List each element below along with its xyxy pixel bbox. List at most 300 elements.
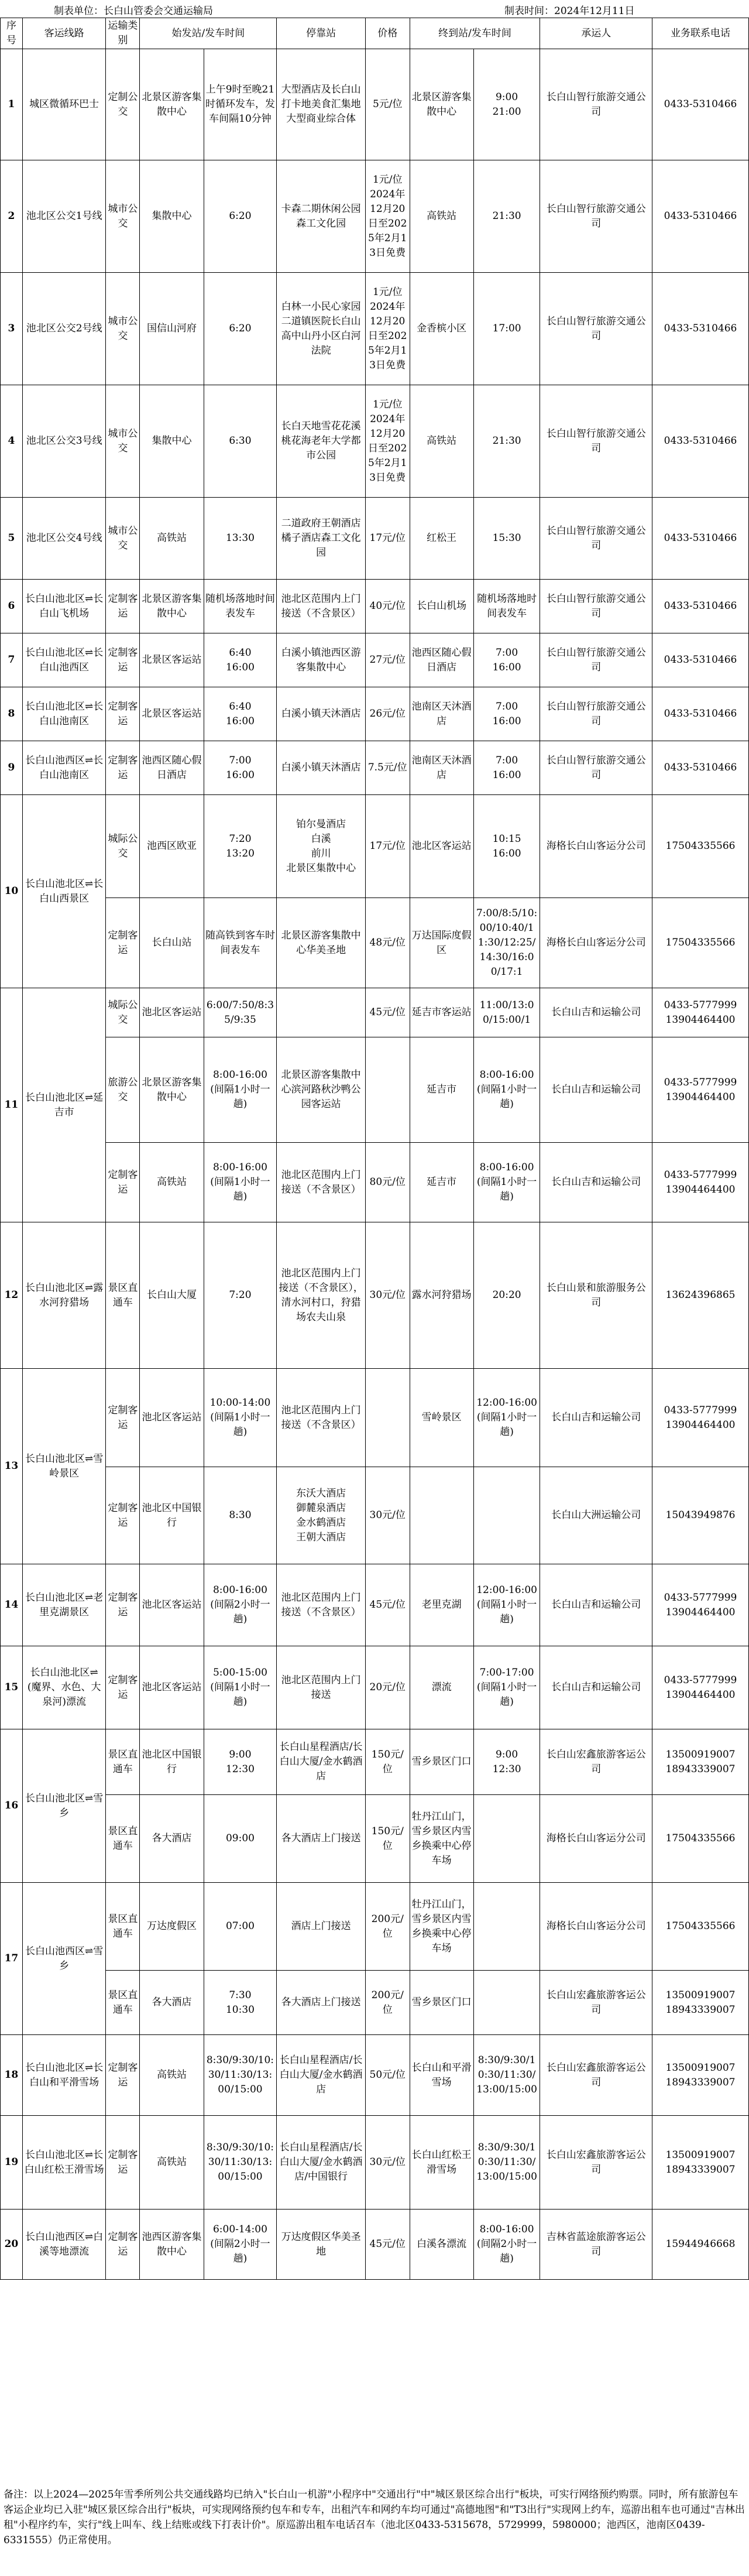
start-station: 国信山河府 [140, 273, 204, 385]
price: 26元/位 [365, 687, 410, 741]
start-station: 池西区游客集散中心 [140, 2210, 204, 2280]
carrier: 海格长白山客运分公司 [540, 898, 652, 988]
row-number: 11 [1, 988, 23, 1222]
price: 40元/位 [365, 580, 410, 633]
table-row [1, 1467, 749, 1564]
row-number: 16 [1, 1729, 23, 1883]
stops: 铂尔曼酒店 白溪 前川 北景区集散中心 [277, 795, 366, 898]
phone: 0433-5777999 13904464400 [652, 1037, 749, 1143]
table-row [1, 898, 749, 988]
start-station: 集散中心 [140, 160, 204, 273]
start-time: 6:30 [204, 385, 277, 498]
start-station: 池北区客运站 [140, 1564, 204, 1646]
price: 5元/位 [365, 49, 410, 160]
unit-label: 制表单位：长白山管委会交通运输局 [54, 5, 213, 17]
end-time: 9:00 21:00 [473, 49, 540, 160]
stops: 池北区范围内上门接送（不含景区），清水河村口，狩猎场农夫山泉 [277, 1222, 366, 1369]
price: 45元/位 [365, 1564, 410, 1646]
carrier: 长白山大洲运输公司 [540, 1467, 652, 1564]
route-name: 长白山池北区⇌长白山红松王滑雪场 [22, 2116, 106, 2210]
carrier: 长白山智行旅游交通公司 [540, 273, 652, 385]
end-time: 15:30 [473, 498, 540, 580]
date-label: 制表时间：2024年12月11日 [504, 5, 635, 17]
end-time [473, 1971, 540, 2035]
start-station: 池北区中国银行 [140, 1729, 204, 1795]
end-station: 高铁站 [410, 385, 473, 498]
end-station: 露水河狩猎场 [410, 1222, 473, 1369]
table-row [1, 1795, 749, 1883]
table-row [1, 160, 749, 273]
stops: 大型酒店及长白山打卡地美食汇集地大型商业综合体 [277, 49, 366, 160]
transport-category: 定制客运 [106, 1369, 140, 1467]
phone: 0433-5777999 13904464400 [652, 1369, 749, 1467]
transport-category: 定制客运 [106, 633, 140, 687]
row-number: 20 [1, 2210, 23, 2280]
end-station: 延吉市 [410, 1037, 473, 1143]
table-row [1, 1369, 749, 1467]
end-station: 延吉市 [410, 1143, 473, 1222]
transport-category: 城市公交 [106, 273, 140, 385]
transport-category: 城际公交 [106, 795, 140, 898]
stops: 酒店上门接送 [277, 1883, 366, 1971]
start-station: 池西区随心假日酒店 [140, 741, 204, 795]
start-time: 7:30 10:30 [204, 1971, 277, 2035]
route-name: 长白山池北区⇌长白山飞机场 [22, 580, 106, 633]
end-station: 长白山机场 [410, 580, 473, 633]
route-name: 长白山池北区⇌长白山池西区 [22, 633, 106, 687]
column-header: 运输类别 [106, 18, 140, 49]
phone: 0433-5310466 [652, 273, 749, 385]
transport-category: 定制客运 [106, 1646, 140, 1729]
carrier: 长白山宏鑫旅游客运公司 [540, 2116, 652, 2210]
footnote: 备注：以上2024—2025年雪季所列公共交通线路均已纳入"长白山一机游"小程序中"交通出行"中"城区景区综合出行"板块，可实行网络预约购票。同时，所有旅游包车客运企业均已入驻"城区景区综合出行"板块，可实现网络预约包车和专车，出租汽车和网约车均可通过"高德地图"和"T3出行"实现网上约车，巡游出租车也可通过"吉林出租"小程序约车，实行"线上叫车、线上结账或线下打表计价"。原巡游出租车电话召车（池北区0433-5315678，5729999，5980000；池西区，池南区0439-6331555）仍正常使用。 [4, 2489, 745, 2546]
end-station: 万达国际度假区 [410, 898, 473, 988]
start-station: 北景区客运站 [140, 687, 204, 741]
end-station: 池西区随心假日酒店 [410, 633, 473, 687]
table-row [1, 1143, 749, 1222]
start-time: 7:20 [204, 1222, 277, 1369]
carrier: 吉林省蓝途旅游客运公司 [540, 2210, 652, 2280]
phone: 13624396865 [652, 1222, 749, 1369]
end-time: 17:00 [473, 273, 540, 385]
transport-category: 城市公交 [106, 385, 140, 498]
column-header: 承运人 [540, 18, 652, 49]
transport-category: 景区直通车 [106, 1795, 140, 1883]
price: 1元/位 2024年12月20日至2025年2月13日免费 [365, 160, 410, 273]
row-number: 19 [1, 2116, 23, 2210]
table-row [1, 1037, 749, 1143]
column-header: 始发站/发车时间 [140, 18, 277, 49]
carrier: 长白山智行旅游交通公司 [540, 741, 652, 795]
carrier: 海格长白山客运分公司 [540, 795, 652, 898]
start-station: 池西区欧亚 [140, 795, 204, 898]
phone: 15944946668 [652, 2210, 749, 2280]
transport-category: 景区直通车 [106, 1222, 140, 1369]
phone: 17504335566 [652, 898, 749, 988]
row-number: 17 [1, 1883, 23, 2035]
end-station: 红松王 [410, 498, 473, 580]
carrier: 海格长白山客运分公司 [540, 1795, 652, 1883]
start-station: 池北区中国银行 [140, 1467, 204, 1564]
carrier: 长白山宏鑫旅游客运公司 [540, 1971, 652, 2035]
route-name: 长白山池北区⇌露水河狩猎场 [22, 1222, 106, 1369]
table-row [1, 988, 749, 1037]
transport-category: 景区直通车 [106, 1971, 140, 2035]
route-name: 城区微循环巴士 [22, 49, 106, 160]
start-time: 9:00 12:30 [204, 1729, 277, 1795]
column-header: 序号 [1, 18, 23, 49]
route-name: 池北区公交2号线 [22, 273, 106, 385]
table-row [1, 498, 749, 580]
stops: 池北区范围内上门接送（不含景区） [277, 580, 366, 633]
end-station: 牡丹江山门，雪乡景区内雪乡换乘中心停车场 [410, 1795, 473, 1883]
table-row [1, 1883, 749, 1971]
price: 200元/位 [365, 1883, 410, 1971]
table-row [1, 1646, 749, 1729]
start-time: 6:00/7:50/8:35/9:35 [204, 988, 277, 1037]
price: 17元/位 [365, 795, 410, 898]
stops: 二道政府王朝酒店橘子酒店森工文化园 [277, 498, 366, 580]
row-number: 6 [1, 580, 23, 633]
end-station: 池南区天沐酒店 [410, 687, 473, 741]
start-station: 北景区客运站 [140, 633, 204, 687]
stops [277, 988, 366, 1037]
route-name: 池北区公交3号线 [22, 385, 106, 498]
start-station: 高铁站 [140, 1143, 204, 1222]
route-name: 长白山池北区⇌长白山和平滑雪场 [22, 2035, 106, 2116]
price: 200元/位 [365, 1971, 410, 2035]
price: 1元/位 2024年12月20日至2025年2月13日免费 [365, 385, 410, 498]
carrier: 长白山吉和运输公司 [540, 988, 652, 1037]
start-time: 8:30/9:30/10:30/11:30/13:00/15:00 [204, 2116, 277, 2210]
transport-category: 定制客运 [106, 2035, 140, 2116]
row-number: 14 [1, 1564, 23, 1646]
transport-category: 旅游公交 [106, 1037, 140, 1143]
table-row [1, 49, 749, 160]
carrier: 长白山宏鑫旅游客运公司 [540, 1729, 652, 1795]
end-station [410, 1467, 473, 1564]
end-station: 池北区客运站 [410, 795, 473, 898]
table-row [1, 2116, 749, 2210]
carrier: 长白山吉和运输公司 [540, 1037, 652, 1143]
end-time: 12:00-16:00 (间隔1小时一趟) [473, 1369, 540, 1467]
carrier: 长白山智行旅游交通公司 [540, 498, 652, 580]
carrier: 长白山吉和运输公司 [540, 1369, 652, 1467]
end-station: 老里克湖 [410, 1564, 473, 1646]
row-number: 1 [1, 49, 23, 160]
end-time: 10:15 16:00 [473, 795, 540, 898]
stops: 各大酒店上门接送 [277, 1795, 366, 1883]
phone: 0433-5310466 [652, 498, 749, 580]
end-time: 7:00-17:00 (间隔1小时一趟) [473, 1646, 540, 1729]
end-time: 8:30/9:30/10:30/11:30/13:00/15:00 [473, 2035, 540, 2116]
route-name: 池北区公交1号线 [22, 160, 106, 273]
transport-category: 定制客运 [106, 898, 140, 988]
end-time: 8:00-16:00 (间隔1小时一趟) [473, 1037, 540, 1143]
start-station: 北景区游客集散中心 [140, 1037, 204, 1143]
carrier: 长白山智行旅游交通公司 [540, 633, 652, 687]
row-number: 18 [1, 2035, 23, 2116]
transport-category: 定制客运 [106, 2116, 140, 2210]
end-time [473, 1883, 540, 1971]
table-row [1, 795, 749, 898]
start-station: 各大酒店 [140, 1971, 204, 2035]
transport-category: 定制客运 [106, 1143, 140, 1222]
phone: 13500919007 18943339007 [652, 1971, 749, 2035]
price: 45元/位 [365, 988, 410, 1037]
table-row [1, 633, 749, 687]
carrier: 长白山智行旅游交通公司 [540, 580, 652, 633]
end-station: 金香槟小区 [410, 273, 473, 385]
start-station: 高铁站 [140, 2116, 204, 2210]
carrier: 长白山吉和运输公司 [540, 1564, 652, 1646]
table-row [1, 1222, 749, 1369]
start-time: 8:30/9:30/10:30/11:30/13:00/15:00 [204, 2035, 277, 2116]
route-name: 长白山池北区⇌长白山西景区 [22, 795, 106, 988]
end-station: 牡丹江山门，雪乡景区内雪乡换乘中心停车场 [410, 1883, 473, 1971]
transport-category: 定制客运 [106, 1564, 140, 1646]
start-time: 7:00 16:00 [204, 741, 277, 795]
transport-category: 城际公交 [106, 988, 140, 1037]
row-number: 10 [1, 795, 23, 988]
end-time: 7:00/8:5/10:00/10:40/11:30/12:25/14:30/16:00/17:1 [473, 898, 540, 988]
row-number: 4 [1, 385, 23, 498]
row-number: 2 [1, 160, 23, 273]
end-time: 20:20 [473, 1222, 540, 1369]
stops: 白溪小镇天沐酒店 [277, 741, 366, 795]
end-station: 池南区天沐酒店 [410, 741, 473, 795]
stops: 白溪小镇池西区游客集散中心 [277, 633, 366, 687]
end-time: 12:00-16:00 (间隔1小时一趟) [473, 1564, 540, 1646]
price: 20元/位 [365, 1646, 410, 1729]
phone: 17504335566 [652, 1795, 749, 1883]
end-time [473, 1467, 540, 1564]
price: 80元/位 [365, 1143, 410, 1222]
row-number: 3 [1, 273, 23, 385]
row-number: 12 [1, 1222, 23, 1369]
column-header: 终到站/发车时间 [410, 18, 540, 49]
price: 1元/位 2024年12月20日至2025年2月13日免费 [365, 273, 410, 385]
stops: 池北区范围内上门接送（不含景区） [277, 1143, 366, 1222]
route-name: 长白山池北区⇌老里克湖景区 [22, 1564, 106, 1646]
start-station: 集散中心 [140, 385, 204, 498]
phone: 13500919007 18943339007 [652, 2116, 749, 2210]
phone: 0433-5310466 [652, 687, 749, 741]
transport-category: 景区直通车 [106, 1883, 140, 1971]
start-time: 6:40 16:00 [204, 633, 277, 687]
route-name: 长白山池北区⇌雪岭景区 [22, 1369, 106, 1564]
start-station: 池北区客运站 [140, 1369, 204, 1467]
route-name: 长白山池北区⇌延吉市 [22, 988, 106, 1222]
stops: 长白山星程酒店/长白山大厦/金水鹤酒店 [277, 1729, 366, 1795]
stops: 白溪小镇天沐酒店 [277, 687, 366, 741]
end-station: 延吉市客运站 [410, 988, 473, 1037]
transport-category: 景区直通车 [106, 1729, 140, 1795]
start-time: 10:00-14:00 (间隔1小时一趟) [204, 1369, 277, 1467]
phone: 0433-5777999 13904464400 [652, 1143, 749, 1222]
phone: 0433-5777999 13904464400 [652, 1564, 749, 1646]
end-time: 8:00-16:00 (间隔2小时一趟) [473, 2210, 540, 2280]
end-station: 白溪各漂流 [410, 2210, 473, 2280]
route-name: 长白山池西区⇌长白山池南区 [22, 741, 106, 795]
carrier: 长白山智行旅游交通公司 [540, 385, 652, 498]
row-number: 13 [1, 1369, 23, 1564]
price: 48元/位 [365, 898, 410, 988]
price: 30元/位 [365, 2116, 410, 2210]
column-header: 客运线路 [22, 18, 106, 49]
table-row [1, 687, 749, 741]
phone: 15043949876 [652, 1467, 749, 1564]
phone: 0433-5310466 [652, 741, 749, 795]
table-row [1, 741, 749, 795]
start-time: 8:00-16:00 (间隔1小时一趟) [204, 1143, 277, 1222]
start-time: 8:00-16:00 (间隔1小时一趟) [204, 1037, 277, 1143]
end-station: 雪乡景区门口 [410, 1971, 473, 2035]
end-time [473, 1795, 540, 1883]
start-time: 8:00-16:00 (间隔2小时一趟) [204, 1564, 277, 1646]
start-time: 6:20 [204, 273, 277, 385]
route-name: 长白山池北区⇌(魔界、水色、大泉河)漂流 [22, 1646, 106, 1729]
stops: 池北区范围内上门接送（不含景区） [277, 1564, 366, 1646]
price: 7.5元/位 [365, 741, 410, 795]
phone: 0433-5310466 [652, 633, 749, 687]
phone: 17504335566 [652, 795, 749, 898]
end-time: 7:00 16:00 [473, 633, 540, 687]
start-station: 长白山站 [140, 898, 204, 988]
table-header-row [1, 18, 749, 49]
carrier: 长白山智行旅游交通公司 [540, 49, 652, 160]
document-header [0, 0, 749, 18]
table-row [1, 2035, 749, 2116]
start-time: 07:00 [204, 1883, 277, 1971]
end-time: 9:00 12:30 [473, 1729, 540, 1795]
price: 150元/位 [365, 1729, 410, 1795]
phone: 0433-5310466 [652, 49, 749, 160]
start-time: 13:30 [204, 498, 277, 580]
table-body [1, 49, 749, 2280]
start-time: 6:40 16:00 [204, 687, 277, 741]
phone: 17504335566 [652, 1883, 749, 1971]
price [365, 1037, 410, 1143]
transport-category: 定制客运 [106, 741, 140, 795]
end-time: 7:00 16:00 [473, 741, 540, 795]
start-station: 高铁站 [140, 498, 204, 580]
carrier: 长白山智行旅游交通公司 [540, 687, 652, 741]
table-row [1, 385, 749, 498]
route-name: 长白山池北区⇌长白山池南区 [22, 687, 106, 741]
transport-category: 定制客运 [106, 2210, 140, 2280]
start-time: 09:00 [204, 1795, 277, 1883]
stops: 池北区范围内上门接送（不含景区） [277, 1369, 366, 1467]
column-header: 停靠站 [277, 18, 366, 49]
start-station: 北景区游客集散中心 [140, 49, 204, 160]
stops: 长白山星程酒店/长白山大厦/金水鹤酒店 [277, 2035, 366, 2116]
end-time: 随机场落地时间表发车 [473, 580, 540, 633]
row-number: 9 [1, 741, 23, 795]
row-number: 15 [1, 1646, 23, 1729]
end-station: 漂流 [410, 1646, 473, 1729]
route-name: 长白山池西区⇌白溪等地漂流 [22, 2210, 106, 2280]
phone: 0433-5777999 13904464400 [652, 988, 749, 1037]
price: 30元/位 [365, 1222, 410, 1369]
start-station: 高铁站 [140, 2035, 204, 2116]
row-number: 8 [1, 687, 23, 741]
phone: 0433-5777999 13904464400 [652, 1646, 749, 1729]
stops: 白林一小民心家园二道镇医院长白山高中山丹小区白河法院 [277, 273, 366, 385]
transport-category: 定制客运 [106, 580, 140, 633]
end-time: 8:30/9:30/10:30/11:30/13:00/15:00 [473, 2116, 540, 2210]
table-row [1, 1971, 749, 2035]
end-station: 长白山红松王滑雪场 [410, 2116, 473, 2210]
transport-category: 城市公交 [106, 160, 140, 273]
start-station: 各大酒店 [140, 1795, 204, 1883]
price: 150元/位 [365, 1795, 410, 1883]
stops: 北景区游客集散中心滨河路秋沙鸭公园客运站 [277, 1037, 366, 1143]
end-station: 雪岭景区 [410, 1369, 473, 1467]
carrier: 长白山吉和运输公司 [540, 1143, 652, 1222]
carrier: 长白山智行旅游交通公司 [540, 160, 652, 273]
price: 45元/位 [365, 2210, 410, 2280]
transport-category: 定制客运 [106, 1467, 140, 1564]
carrier: 长白山宏鑫旅游客运公司 [540, 2035, 652, 2116]
phone: 13500919007 18943339007 [652, 1729, 749, 1795]
stops: 北景区游客集散中心华美圣地 [277, 898, 366, 988]
column-header: 业务联系电话 [652, 18, 749, 49]
price: 27元/位 [365, 633, 410, 687]
end-station: 北景区游客集散中心 [410, 49, 473, 160]
start-time: 6:00-14:00 (间隔2小时一趟) [204, 2210, 277, 2280]
price: 17元/位 [365, 498, 410, 580]
price: 30元/位 [365, 1467, 410, 1564]
stops: 长白山星程酒店/长白山大厦/金水鹤酒店/中国银行 [277, 2116, 366, 2210]
end-station: 雪乡景区门口 [410, 1729, 473, 1795]
stops: 卡森二期休闲公园森工文化园 [277, 160, 366, 273]
route-name: 池北区公交4号线 [22, 498, 106, 580]
start-station: 池北区客运站 [140, 1646, 204, 1729]
transport-schedule-table [0, 18, 749, 2280]
stops: 万达度假区华美圣地 [277, 2210, 366, 2280]
end-time: 8:00-16:00 (间隔1小时一趟) [473, 1143, 540, 1222]
carrier: 长白山景和旅游服务公司 [540, 1222, 652, 1369]
end-time: 11:00/13:00/15:00/1 [473, 988, 540, 1037]
start-station: 池北区客运站 [140, 988, 204, 1037]
table-row [1, 273, 749, 385]
price: 50元/位 [365, 2035, 410, 2116]
end-station: 长白山和平滑雪场 [410, 2035, 473, 2116]
table-row [1, 580, 749, 633]
table-row [1, 1564, 749, 1646]
phone: 0433-5310466 [652, 160, 749, 273]
stops: 各大酒店上门接送 [277, 1971, 366, 2035]
start-time: 6:20 [204, 160, 277, 273]
stops: 长白天地雪花花溪桃花海老年大学都市公园 [277, 385, 366, 498]
table-row [1, 2210, 749, 2280]
carrier: 长白山吉和运输公司 [540, 1646, 652, 1729]
price [365, 1369, 410, 1467]
end-station: 高铁站 [410, 160, 473, 273]
row-number: 7 [1, 633, 23, 687]
phone: 13500919007 18943339007 [652, 2035, 749, 2116]
stops: 池北区范围内上门接送 [277, 1646, 366, 1729]
start-time: 随高铁到客车时间表发车 [204, 898, 277, 988]
phone: 0433-5310466 [652, 580, 749, 633]
start-time: 5:00-15:00 (间隔1小时一趟) [204, 1646, 277, 1729]
start-time: 7:20 13:20 [204, 795, 277, 898]
column-header: 价格 [365, 18, 410, 49]
row-number: 5 [1, 498, 23, 580]
end-time: 7:00 16:00 [473, 687, 540, 741]
start-time: 上午9时至晚21时循环发车，发车间隔10分钟 [204, 49, 277, 160]
